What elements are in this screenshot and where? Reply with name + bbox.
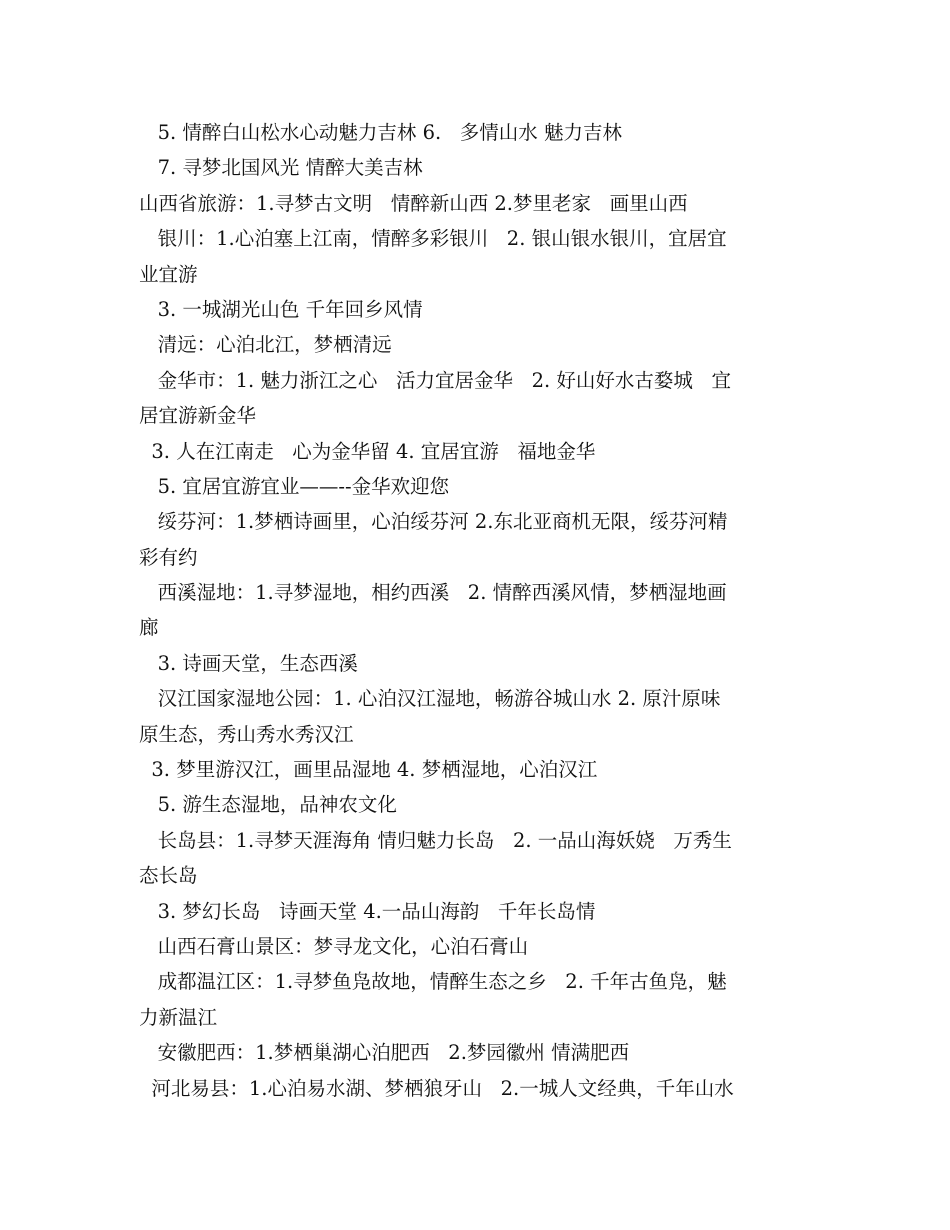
- text-line: 西溪湿地：1.寻梦湿地，相约西溪 2. 情醉西溪风情，梦栖湿地画: [139, 581, 727, 605]
- text-line: 5. 游生态湿地，品神农文化: [139, 793, 397, 817]
- text-line: 彩有约: [139, 545, 198, 569]
- text-line: 山西省旅游：1.寻梦古文明 情醉新山西 2.梦里老家 画里山西: [139, 191, 688, 215]
- text-line: 力新温江: [139, 1005, 218, 1029]
- text-line: 绥芬河：1.梦栖诗画里，心泊绥芬河 2.东北亚商机无限，绥芬河精: [139, 510, 728, 534]
- text-line: 居宜游新金华: [139, 404, 257, 428]
- text-line: 态长岛: [139, 864, 198, 888]
- text-line: 3. 梦里游汉江，画里品湿地 4. 梦栖湿地，心泊汉江: [139, 758, 598, 782]
- text-line: 山西石膏山景区：梦寻龙文化，心泊石膏山: [139, 934, 529, 958]
- text-line: 长岛县：1.寻梦天涯海角 情归魅力长岛 2. 一品山海妖娆 万秀生: [139, 828, 732, 852]
- document-body: [139, 115, 819, 1106]
- text-line: 清远：心泊北江，梦栖清远: [139, 333, 392, 357]
- text-line: 汉江国家湿地公园：1. 心泊汉江湿地，畅游谷城山水 2. 原汁原味: [139, 687, 721, 711]
- text-line: 金华市：1. 魅力浙江之心 活力宜居金华 2. 好山好水古婺城 宜: [139, 368, 731, 392]
- text-line: 业宜游: [139, 262, 198, 286]
- text-line: 安徽肥西：1.梦栖巢湖心泊肥西 2.梦园徽州 情满肥西: [139, 1041, 630, 1065]
- text-line: 3. 诗画天堂，生态西溪: [139, 651, 358, 675]
- text-line: 3. 梦幻长岛 诗画天堂 4.一品山海韵 千年长岛情: [139, 899, 596, 923]
- text-line: 3. 一城湖光山色 千年回乡风情: [139, 297, 423, 321]
- text-line: 5. 宜居宜游宜业——--金华欢迎您: [139, 474, 450, 498]
- text-line: 河北易县：1.心泊易水湖、梦栖狼牙山 2.一城人文经典，千年山水: [139, 1076, 734, 1100]
- text-line: 7. 寻梦北国风光 情醉大美吉林: [139, 156, 423, 180]
- text-line: 5. 情醉白山松水心动魅力吉林 6. 多情山水 魅力吉林: [139, 121, 622, 144]
- text-line: 原生态，秀山秀水秀汉江: [139, 722, 354, 746]
- text-line: 成都温江区：1.寻梦鱼凫故地，情醉生态之乡 2. 千年古鱼凫，魅: [139, 970, 727, 994]
- text-line: 银川：1.心泊塞上江南，情醉多彩银川 2. 银山银水银川，宜居宜: [139, 227, 727, 251]
- text-line: 廊: [139, 616, 159, 640]
- text-line: 3. 人在江南走 心为金华留 4. 宜居宜游 福地金华: [139, 439, 596, 463]
